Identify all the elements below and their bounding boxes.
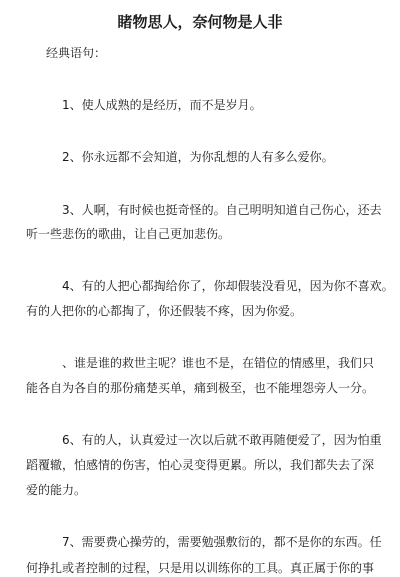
paragraph-7-line-2: 何挣扎或者控制的过程，只是用以训练你的工具。真正属于你的事 xyxy=(26,561,375,575)
paragraph-3-line-1: 3、人啊，有时候也挺奇怪的。自己明明知道自己伤心，还去 xyxy=(62,203,382,217)
paragraph-1-line-1: 1、使人成熟的是经历，而不是岁月。 xyxy=(62,98,262,112)
paragraph-6-line-1: 6、有的人，认真爱过一次以后就不敢再随便爱了，因为怕重 xyxy=(62,433,382,447)
paragraph-2-line-1: 2、你永远都不会知道，为你乱想的人有多么爱你。 xyxy=(62,150,334,164)
paragraph-6-line-3: 爱的能力。 xyxy=(26,483,87,497)
document-title: 睹物思人，奈何物是人非 xyxy=(117,13,283,31)
paragraph-7-line-1: 7、需要费心操劳的，需要勉强敷衍的，都不是你的东西。任 xyxy=(62,535,382,549)
paragraph-4-line-2: 有的人把你的心都掏了，你还假装不疼，因为你爱。 xyxy=(26,304,303,318)
paragraph-4-line-1: 4、有的人把心都掏给你了，你却假装没看见，因为你不喜欢。 xyxy=(62,279,394,293)
paragraph-3-line-2: 听一些悲伤的歌曲，让自己更加悲伤。 xyxy=(26,227,231,241)
paragraph-6-line-2: 蹈覆辙，怕感情的伤害，怕心灵变得更累。所以，我们都失去了深 xyxy=(26,458,375,472)
intro-label: 经典语句： xyxy=(46,46,107,60)
paragraph-5-line-2: 能各自为各自的那份痛楚买单，痛到极至，也不能埋怨旁人一分。 xyxy=(26,381,375,395)
paragraph-5-line-1: 、谁是谁的救世主呢？谁也不是，在错位的情感里，我们只 xyxy=(62,356,375,370)
